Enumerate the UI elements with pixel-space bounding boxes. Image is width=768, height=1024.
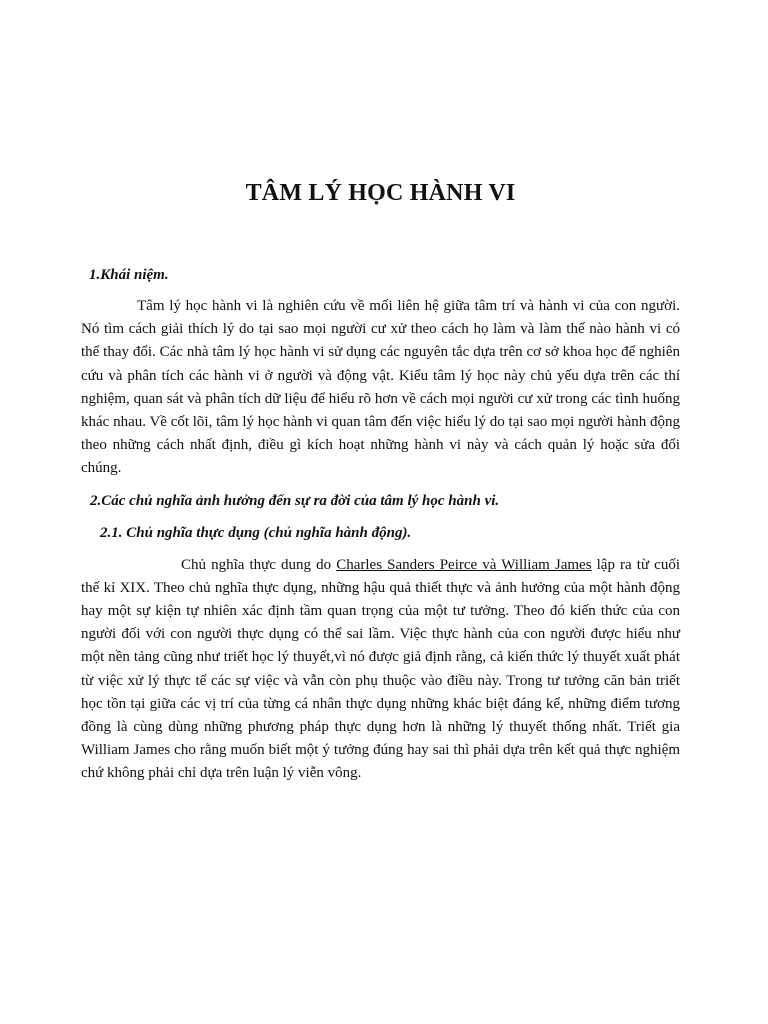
paragraph-rest-text: lập ra từ cuối thế kỉ XIX. Theo chủ nghĩa thực dụng, những hậu quả thiết thực và ảnh hưởng của một hành động hay một sự kiện tự nhiên xác định tầm quan trọng của một tư tưởng. Theo đó kiến thức của con người đối với con người thực dụng có thể sai lầm. Việc thực hành của con người được hiểu như một nền tảng cũng như triết học lý thuyết,vì nó được giả định rằng, cả kiến thức lý thuyết xuất phát từ việc xử lý thực tế các sự việc và vẫn còn phụ thuộc vào điều này. Trong tư tưởng căn bản triết học tồn tại giữa các vị trí của từng cá nhân thực dụng những khác biệt đáng kể, những điểm tương đồng là cùng dùng những phương pháp thực dụng hơn là những lý thuyết thống nhất. Triết gia William James cho rằng muốn biết một ý tưởng đúng hay sai thì phải dựa trên kết quả thực nghiệm chứ không phải chỉ dựa trên luận lý viễn vông. [81,556,680,782]
peirce-james-link[interactable]: Charles Sanders Peirce và William James [336,556,592,573]
section-2-heading: 2.Các chủ nghĩa ảnh hưởng đến sự ra đời của tâm lý học hành vi. [90,492,500,509]
document-page [0,178,768,1024]
document-title: TÂM LÝ HỌC HÀNH VI [245,180,516,206]
section-1-paragraph: Tâm lý học hành vi là nghiên cứu về mối liên hệ giữa tâm trí và hành vi của con người. Nó tìm cách giải thích lý do tại sao mọi người cư xử theo cách họ làm và làm thế nào hành vi có thể thay đổi. Các nhà tâm lý học hành vi sử dụng các nguyên tắc dựa trên cơ sở khoa học để nghiên cứu và phân tích các hành vi ở người và động vật. Kiểu tâm lý học này chủ yếu dựa trên các thí nghiệm, quan sát và phân tích dữ liệu để hiểu rõ hơn về cách mọi người cư xử trong các tình huống khác nhau. Về cốt lõi, tâm lý học hành vi quan tâm đến việc hiểu lý do tại sao mọi người hành động theo những cách nhất định, điều gì kích hoạt những hành vi này và cách quản lý hoặc sửa đổi chúng. [81,298,680,477]
subsection-2-1-paragraph [81,554,680,786]
paragraph-start-text: Chủ nghĩa thực dung do [181,556,337,573]
subsection-2-1-heading: 2.1. Chủ nghĩa thực dụng (chủ nghĩa hành động). [100,524,412,541]
section-1-heading: 1.Khái niệm. [89,267,169,283]
